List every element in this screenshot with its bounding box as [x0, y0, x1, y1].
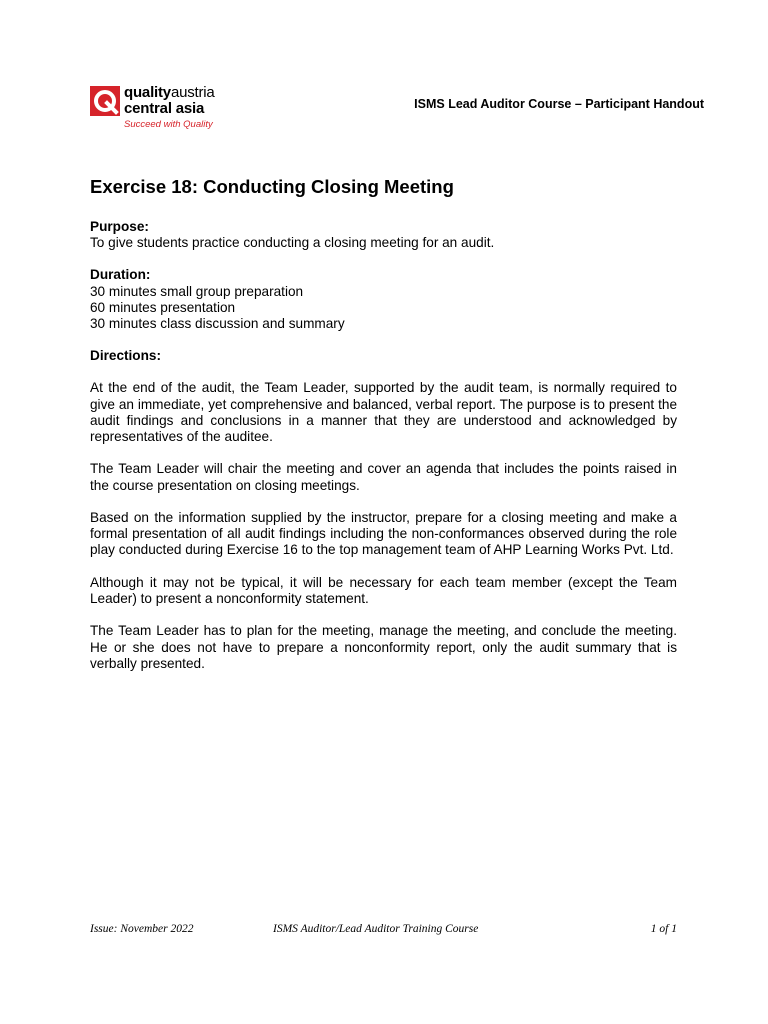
page-title: Exercise 18: Conducting Closing Meeting	[90, 176, 454, 197]
footer-issue: Issue: November 2022	[90, 923, 194, 935]
purpose-label: Purpose:	[90, 219, 149, 234]
footer-page-number: 1 of 1	[650, 923, 677, 935]
directions-paragraph: Based on the information supplied by the instructor, prepare for a closing meeting and make a formal presentation of all audit findings including the non-conformances observed during the role play conducted during Exercise 16 to the top management team of AHP Learning Works Pvt. Ltd.	[90, 510, 677, 558]
document-body	[90, 219, 677, 688]
page-footer	[90, 923, 677, 939]
duration-item: 30 minutes small group preparation	[90, 283, 304, 299]
spacer	[90, 332, 677, 348]
directions-paragraph: The Team Leader will chair the meeting and cover an agenda that includes the points raised in the course presentation on closing meetings.	[90, 461, 677, 493]
directions-paragraph: Although it may not be typical, it will be necessary for each team member (except the Team Leader) to present a nonconformity statement.	[90, 574, 677, 607]
course-header-title: ISMS Lead Auditor Course – Participant Handout	[414, 97, 704, 111]
directions-label: Directions:	[90, 348, 162, 364]
logo-brand-name	[124, 85, 215, 101]
logo-brand-bold: quality	[124, 84, 171, 101]
directions-paragraph: The Team Leader has to plan for the meeting, manage the meeting, and conclude the meeting. He or she does not have to prepare a nonconformity report, only the audit summary that is verbally presented.	[90, 623, 677, 671]
logo-brand-regular: austria	[170, 84, 215, 101]
purpose-text: To give students practice conducting a closing meeting for an audit.	[90, 235, 495, 251]
spacer	[90, 364, 677, 380]
q-logo-icon	[90, 86, 120, 116]
duration-label: Duration:	[90, 267, 151, 283]
duration-item: 60 minutes presentation	[90, 299, 236, 315]
directions-paragraph: At the end of the audit, the Team Leader, supported by the audit team, is normally required to give an immediate, yet comprehensive and balanced, verbal report. The purpose is to present the audit findings and conclusions in a manner that they are understood and acknowledged by representatives of the auditee.	[90, 380, 677, 445]
footer-course: ISMS Auditor/Lead Auditor Training Course	[273, 923, 479, 935]
logo-tagline: Succeed with Quality	[124, 119, 213, 130]
spacer	[90, 251, 677, 267]
logo-brand-line2: central asia	[124, 100, 205, 117]
duration-item: 30 minutes class discussion and summary	[90, 316, 345, 332]
company-logo	[90, 86, 270, 132]
